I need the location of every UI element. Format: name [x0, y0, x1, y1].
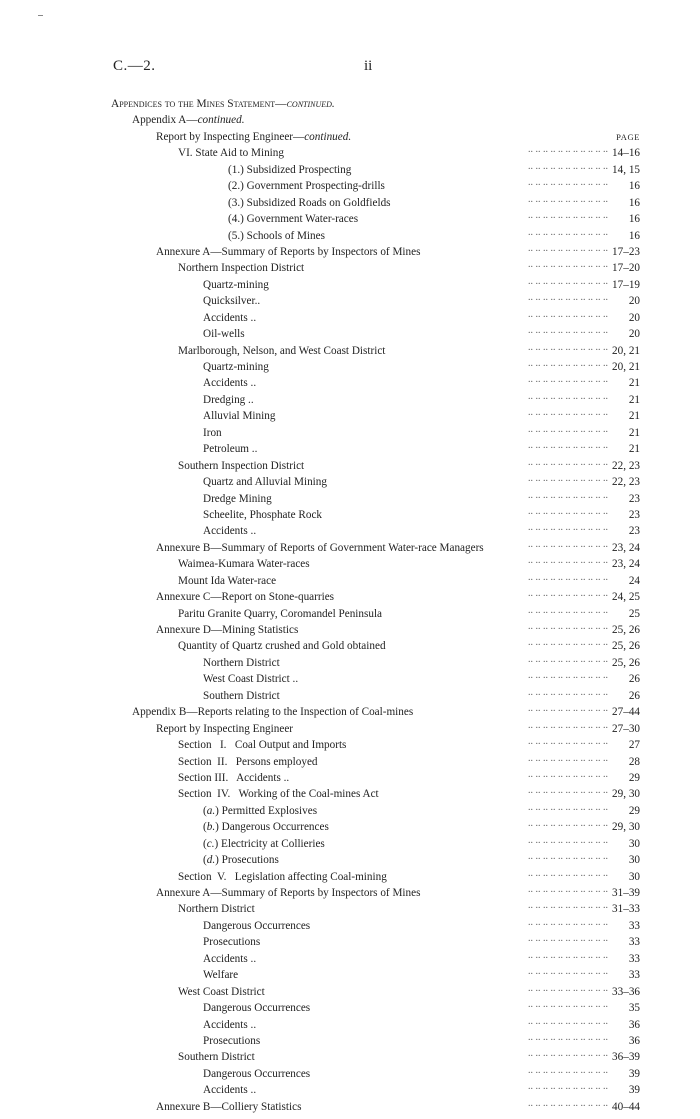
toc-entry-label: [178, 984, 269, 1000]
toc-entry-text: Annexure A—Summary of Reports by Inspectors of Mines: [156, 887, 421, 899]
dot-leader: .. .. .. .. .. .. .. .. .. .. ..: [528, 785, 608, 797]
toc-entry-page: 21: [626, 408, 640, 424]
toc-entry-italic: continued.: [304, 130, 352, 143]
toc-entry-text: ) Dangerous Occurrences: [215, 821, 329, 834]
toc-entry-text: ) Prosecutions: [215, 854, 279, 867]
toc-entry-page: 25, 26: [609, 638, 640, 654]
toc-entry: [0, 1099, 700, 1115]
toc-entry-page: 33: [626, 934, 640, 950]
toc-entry-page: 22, 23: [609, 474, 640, 490]
toc-entry-label: [228, 162, 355, 178]
dot-leader: .. .. .. .. .. .. .. .. .. .. ..: [528, 621, 608, 632]
toc-entry-page: 23, 24: [609, 540, 640, 556]
toc-entry-label: [203, 836, 329, 852]
toc-entry-page: 24, 25: [609, 589, 640, 605]
toc-entry-text: Iron: [203, 426, 222, 439]
toc-entry-page: 16: [626, 228, 640, 244]
toc-entry-page: 30: [626, 852, 640, 868]
dot-leader: .. .. .. .. .. .. .. .. .. .. ..: [528, 916, 608, 928]
toc-entry-label: [178, 1049, 259, 1065]
toc-entry-page: 29, 30: [609, 786, 640, 802]
dot-leader: .. .. .. .. .. .. .. .. .. .. ..: [528, 522, 608, 534]
dot-leader: .. .. .. .. .. .. .. .. .. .. ..: [528, 144, 608, 156]
dot-leader: .. .. .. .. .. .. .. .. .. .. ..: [528, 308, 608, 320]
toc-entry-label: [228, 211, 362, 227]
toc-entry-label: [132, 112, 249, 128]
toc-entry: [0, 112, 700, 128]
document-code: C.—2.: [113, 58, 156, 74]
toc-entry-text: Dangerous Occurrences: [203, 1002, 311, 1015]
toc-entry-text: Section I. Coal Output and Imports: [178, 739, 347, 752]
toc-entry-page: 23: [626, 491, 640, 507]
toc-entry-label: [203, 441, 261, 457]
toc-entry-text: Paritu Granite Quarry, Coromandel Peninsula: [178, 607, 383, 620]
toc-entry-page: 14, 15: [609, 162, 640, 178]
toc-entry-page: 20: [626, 310, 640, 326]
dot-leader: .. .. .. .. .. .. .. .. .. .. ..: [528, 653, 608, 665]
toc-entry-text: Prosecutions: [203, 1034, 261, 1047]
toc-entry-page: 33: [626, 967, 640, 983]
toc-entry-label: [178, 770, 293, 786]
dot-leader: .. .. .. .. .. .. .. .. .. .. ..: [528, 341, 608, 353]
dot-leader: .. .. .. .. .. .. .. .. .. .. ..: [528, 160, 608, 172]
toc-entry-page: 27–30: [609, 721, 640, 737]
dot-leader: .. .. .. .. .. .. .. .. .. .. ..: [528, 538, 608, 550]
toc-entry-label: [203, 1017, 260, 1033]
toc-entry-label: [132, 704, 417, 720]
toc-entry-text: Accidents ..: [203, 952, 257, 965]
toc-entry-text: Quantity of Quartz crushed and Gold obtained: [178, 640, 386, 653]
toc-entry-label: [156, 721, 297, 737]
toc-entry-page: 14–16: [609, 145, 640, 161]
toc-entry-page: 20, 21: [609, 343, 640, 359]
toc-entry-text: Mount Ida Water-race: [178, 574, 277, 587]
toc-entry-page: 21: [626, 425, 640, 441]
toc-entry-italic: d.: [206, 854, 216, 867]
toc-entry-text: Accidents ..: [203, 311, 257, 324]
toc-entry-label: [203, 425, 226, 441]
toc-entry-text: (4.) Government Water-races: [228, 213, 359, 226]
dot-leader: .. .. .. .. .. .. .. .. .. .. ..: [528, 177, 608, 189]
toc-entry-page: 23: [626, 523, 640, 539]
toc-entry-label: [203, 277, 273, 293]
toc-entry-label: [203, 523, 260, 539]
toc-entry-page: 33–36: [609, 984, 640, 1000]
dot-leader: .. .. .. .. .. .. .. .. .. .. ..: [528, 407, 608, 419]
dot-leader: .. .. .. .. .. .. .. .. .. .. ..: [528, 440, 608, 452]
toc-entry-page: 25: [626, 606, 640, 622]
dot-leader: .. .. .. .. .. .. .. .. .. .. ..: [528, 1081, 608, 1093]
toc-entry-label: [228, 228, 329, 244]
toc-entry-label: [178, 145, 288, 161]
toc-entry-label: [203, 359, 273, 375]
toc-entry-page: 27: [626, 737, 640, 753]
toc-entry-text: Annexure A—Summary of Reports by Inspectors of Mines: [156, 245, 421, 258]
toc-entry-text: Accidents ..: [203, 377, 257, 390]
toc-entry-label: [203, 967, 242, 983]
toc-entry-page: 33: [626, 951, 640, 967]
page-header: [0, 58, 700, 80]
dot-leader: .. .. .. .. .. .. .. .. .. .. ..: [528, 374, 608, 386]
toc-entry-page: 30: [626, 869, 640, 885]
toc-entry-label: [178, 343, 389, 359]
toc-entry-text: (3.) Subsidized Roads on Goldfields: [228, 196, 391, 209]
toc-entry-text: VI. State Aid to Mining: [178, 147, 284, 160]
toc-entry-italic: a.: [206, 804, 216, 817]
toc-entry-text: Annexure B—Summary of Reports of Government Water-race Managers: [156, 541, 484, 554]
dot-leader: .. .. .. .. .. .. .. .. .. .. ..: [528, 752, 608, 764]
toc-entry-text: Northern District: [203, 656, 280, 669]
dot-leader: .. .. .. .. .. .. .. .. .. .. ..: [528, 275, 608, 287]
toc-entry-text: Section II. Persons employed: [178, 755, 318, 768]
toc-entry-label: [203, 1066, 314, 1082]
toc-entry-label: [156, 129, 355, 145]
toc-entry-label: [203, 803, 321, 819]
toc-entry-text: Report by Inspecting Engineer—: [156, 130, 305, 143]
toc-entry-text: ) Electricity at Collieries: [214, 837, 325, 850]
toc-entry-page: 17–19: [609, 277, 640, 293]
toc-entry-text: Dredging ..: [203, 393, 254, 406]
toc-entry-label: [203, 310, 260, 326]
toc-entry-text: Accidents ..: [203, 1018, 257, 1031]
toc-entry-italic: continued.: [197, 114, 245, 127]
toc-entry-page: 40–44: [609, 1099, 640, 1115]
dot-leader: .. .. .. .. .. .. .. .. .. .. ..: [528, 423, 608, 435]
toc-entry-text: Dredge Mining: [203, 492, 272, 505]
toc-entry-page: 22, 23: [609, 458, 640, 474]
toc-entry-label: [203, 293, 264, 309]
toc-entry-text: Southern District: [178, 1051, 255, 1064]
toc-entry-page: 16: [626, 195, 640, 211]
dot-leader: .. .. .. .. .. .. .. .. .. .. ..: [528, 637, 608, 649]
toc-entry-text: Accidents ..: [203, 1084, 257, 1097]
dot-leader: .. .. .. .. .. .. .. .. .. .. ..: [528, 473, 608, 485]
dot-leader: .. .. .. .. .. .. .. .. .. .. ..: [528, 292, 608, 304]
toc-entry-text: Dangerous Occurrences: [203, 919, 311, 932]
dot-leader: .. .. .. .. .. .. .. .. .. .. ..: [528, 604, 608, 616]
dot-leader: .. .. .. .. .. .. .. .. .. .. ..: [528, 768, 608, 780]
dot-leader: .. .. .. .. .. .. .. .. .. .. ..: [528, 966, 608, 978]
toc-entry-text: (: [203, 821, 207, 834]
toc-entry-page: 26: [626, 688, 640, 704]
dot-leader: .. .. .. .. .. .. .. .. .. .. ..: [528, 1097, 608, 1109]
toc-entry-text: Annexure B—Colliery Statistics: [156, 1100, 302, 1113]
dot-leader: .. .. .. .. .. .. .. .. .. .. ..: [528, 884, 608, 895]
dot-leader: .. .. .. .. .. .. .. .. .. .. ..: [528, 818, 608, 830]
toc-entry-text: Alluvial Mining: [203, 410, 276, 423]
toc-entry-label: [178, 901, 259, 917]
toc-entry-page: 23, 24: [609, 556, 640, 572]
toc-entry-page: 21: [626, 375, 640, 391]
toc-entry-label: [178, 606, 386, 622]
toc-entry-label: [178, 573, 280, 589]
toc-entry-text: Section V. Legislation affecting Coal-mining: [178, 870, 387, 883]
toc-entry-text: Quartz-mining: [203, 361, 269, 373]
toc-entry-label: [178, 754, 322, 770]
toc-entry-text: Quicksilver..: [203, 295, 261, 308]
toc-entry-text: Report by Inspecting Engineer: [156, 722, 294, 735]
toc-entry-label: [203, 918, 314, 934]
toc-entry-page: 16: [626, 211, 640, 227]
dot-leader: .. .. .. .. .. .. .. .. .. .. ..: [528, 736, 608, 748]
toc-title-text: Appendices to the Mines Statement—: [111, 98, 287, 110]
toc-entry-text: Appendix B—Reports relating to the Inspection of Coal-mines: [132, 706, 414, 719]
dot-leader: .. .. .. .. .. .. .. .. .. .. ..: [528, 703, 608, 715]
toc-entry-label: [203, 852, 283, 868]
toc-entry-page: 17–23: [609, 244, 640, 260]
toc-entry-label: [228, 178, 389, 194]
toc-entry-page: 17–20: [609, 260, 640, 276]
dot-leader: .. .. .. .. .. .. .. .. .. .. ..: [528, 1031, 608, 1043]
toc-entry-page: 36: [626, 1033, 640, 1049]
toc-entry-label: [178, 458, 308, 474]
dot-leader: .. .. .. .. .. .. .. .. .. .. ..: [528, 588, 608, 600]
toc-entry-page: 36–39: [609, 1049, 640, 1065]
toc-entry-text: Northern District: [178, 903, 255, 916]
toc-entry-text: Appendix A—: [132, 114, 198, 127]
toc-entry-text: Waimea-Kumara Water-races: [178, 558, 310, 571]
toc-entry-text: Scheelite, Phosphate Rock: [203, 508, 322, 521]
toc-entry-text: Southern District: [203, 689, 280, 702]
toc-entry-text: Petroleum ..: [203, 443, 258, 456]
toc-entry-label: [156, 244, 424, 260]
page-number: ii: [364, 58, 373, 74]
toc-entry-label: [203, 326, 249, 342]
dot-leader: .. .. .. .. .. .. .. .. .. .. ..: [528, 259, 608, 271]
toc-entry-text: Southern Inspection District: [178, 459, 305, 472]
toc-entry-label: [203, 408, 279, 424]
dot-leader: .. .. .. .. .. .. .. .. .. .. ..: [528, 867, 608, 879]
toc-entry-text: Quartz-mining: [203, 278, 269, 291]
toc-entry-page: 29: [626, 803, 640, 819]
toc-entry-page: 27–44: [609, 704, 640, 720]
toc-entry-text: (5.) Schools of Mines: [228, 229, 325, 242]
dot-leader: .. .. .. .. .. .. .. .. .. .. ..: [528, 982, 608, 994]
dot-leader: .. .. .. .. .. .. .. .. .. .. ..: [528, 670, 608, 682]
dot-leader: .. .. .. .. .. .. .. .. .. .. ..: [528, 851, 608, 863]
toc-entry-page: 30: [626, 836, 640, 852]
toc-entry-label: [203, 392, 258, 408]
toc-entry-page: 39: [626, 1066, 640, 1082]
dot-leader: .. .. .. .. .. .. .. .. .. .. ..: [528, 489, 608, 501]
toc-entry-label: [178, 737, 350, 753]
toc-entry-italic: c.: [206, 837, 215, 850]
dot-leader: .. .. .. .. .. .. .. .. .. .. ..: [528, 193, 608, 205]
toc-entry-label: [203, 375, 260, 391]
dot-leader: .. .. .. .. .. .. .. .. .. .. ..: [528, 686, 608, 698]
dot-leader: .. .. .. .. .. .. .. .. .. .. ..: [528, 1064, 608, 1076]
toc-entry-text: Northern Inspection District: [178, 262, 305, 275]
table-of-contents: [0, 96, 700, 1115]
toc-entry-label: [203, 1082, 260, 1098]
toc-entry-label: [156, 1099, 305, 1115]
toc-entry-text: (2.) Government Prospecting-drills: [228, 180, 385, 193]
toc-entry-page: 25, 26: [609, 655, 640, 671]
toc-entry-page: 20, 21: [609, 359, 640, 375]
toc-entry-page: 16: [626, 178, 640, 194]
toc-entry-text: Prosecutions: [203, 936, 261, 949]
toc-entry-label: [178, 638, 390, 654]
toc-entry-label: [203, 507, 326, 523]
toc-entry-text: ) Permitted Explosives: [215, 804, 318, 817]
toc-entry-text: Section IV. Working of the Coal-mines Act: [178, 788, 379, 801]
toc-entry-label: [203, 819, 333, 835]
toc-entry-label: [228, 195, 395, 211]
toc-entry-label: [203, 951, 260, 967]
toc-entry-label: [203, 1033, 264, 1049]
toc-entry-page: 28: [626, 754, 640, 770]
dot-leader: .. .. .. .. .. .. .. .. .. .. ..: [528, 390, 608, 402]
toc-entry-text: West Coast District: [178, 985, 265, 998]
toc-entry-text: Oil-wells: [203, 328, 245, 341]
toc-entry-text: Marlborough, Nelson, and West Coast District: [178, 344, 386, 357]
dot-leader: .. .. .. .. .. .. .. .. .. .. ..: [528, 210, 608, 222]
toc-entry-label: [156, 540, 488, 556]
toc-entry-text: (: [203, 837, 207, 850]
toc-entry-text: Welfare: [203, 969, 239, 982]
dot-leader: .. .. .. .. .. .. .. .. .. .. ..: [528, 242, 608, 254]
toc-entry-label: [203, 671, 302, 687]
toc-entry-text: (: [203, 804, 207, 817]
dot-leader: .. .. .. .. .. .. .. .. .. .. ..: [528, 226, 608, 238]
toc-entry-page: 31–39: [609, 885, 640, 901]
toc-entry-label: [178, 556, 314, 572]
dot-leader: .. .. .. .. .. .. .. .. .. .. ..: [528, 933, 608, 945]
dot-leader: .. .. .. .. .. .. .. .. .. .. ..: [528, 1015, 608, 1027]
toc-entry-label: [203, 474, 331, 490]
dot-leader: .. .. .. .. .. .. .. .. .. .. ..: [528, 801, 608, 813]
toc-entry-label: [178, 869, 391, 885]
toc-entry-label: [203, 688, 284, 704]
toc-entry-label: [178, 260, 308, 276]
toc-entry-page: 24: [626, 573, 640, 589]
toc-entry-page: 29, 30: [609, 819, 640, 835]
toc-entry-page: 39: [626, 1082, 640, 1098]
toc-entry-text: (: [203, 854, 207, 867]
dot-leader: .. .. .. .. .. .. .. .. .. .. ..: [528, 999, 608, 1011]
dot-leader: .. .. .. .. .. .. .. .. .. .. ..: [528, 505, 608, 517]
toc-title-continued: continued.: [286, 98, 335, 110]
toc-entry-page: 20: [626, 293, 640, 309]
toc-entry-page: 29: [626, 770, 640, 786]
toc-title: [0, 96, 700, 112]
dot-leader: .. .. .. .. .. .. .. .. .. .. ..: [528, 949, 608, 961]
dot-leader: .. .. .. .. .. .. .. .. .. .. ..: [528, 719, 608, 731]
dot-leader: .. .. .. .. .. .. .. .. .. .. ..: [528, 834, 608, 846]
toc-entry-text: West Coast District ..: [203, 673, 299, 686]
toc-entry-label: [203, 655, 284, 671]
toc-entry-label: [203, 934, 264, 950]
toc-entry-text: Dangerous Occurrences: [203, 1067, 311, 1080]
toc-entry-page: 25, 26: [609, 622, 640, 638]
toc-entry-label: [156, 622, 302, 638]
toc-entry-label: [156, 589, 338, 605]
toc-entry-page: 36: [626, 1017, 640, 1033]
dot-leader: .. .. .. .. .. .. .. .. .. .. ..: [528, 456, 608, 468]
toc-entry-text: Accidents ..: [203, 525, 257, 538]
toc-entry-page: 26: [626, 671, 640, 687]
toc-entry-page: 21: [626, 392, 640, 408]
toc-entry-italic: b.: [206, 821, 216, 834]
dot-leader: .. .. .. .. .. .. .. .. .. .. ..: [528, 325, 608, 337]
toc-entry-text: Annexure C—Report on Stone-quarries: [156, 591, 335, 604]
dot-leader: .. .. .. .. .. .. .. .. .. .. ..: [528, 555, 608, 567]
dot-leader: .. .. .. .. .. .. .. .. .. .. ..: [528, 900, 608, 912]
page-column-heading: PAGE: [616, 131, 640, 142]
dot-leader: .. .. .. .. .. .. .. .. .. .. ..: [528, 1048, 608, 1060]
toc-entry-page: 31–33: [609, 901, 640, 917]
toc-entry-label: [203, 1000, 314, 1016]
toc-entry-page: 21: [626, 441, 640, 457]
toc-entry-page: 20: [626, 326, 640, 342]
dot-leader: .. .. .. .. .. .. .. .. .. .. ..: [528, 358, 608, 369]
dot-leader: .. .. .. .. .. .. .. .. .. .. ..: [528, 571, 608, 583]
toc-entry-label: [156, 885, 424, 901]
toc-entry-page: 33: [626, 918, 640, 934]
toc-entry-label: [203, 491, 276, 507]
toc-entry-page: 35: [626, 1000, 640, 1016]
scan-mark: [38, 15, 43, 16]
toc-entry-text: Quartz and Alluvial Mining: [203, 476, 327, 489]
toc-entry-text: Annexure D—Mining Statistics: [156, 624, 299, 636]
toc-entry-label: [178, 786, 383, 802]
toc-entry-text: Section III. Accidents ..: [178, 771, 290, 784]
toc-entry-page: 23: [626, 507, 640, 523]
toc-entry-text: (1.) Subsidized Prospecting: [228, 163, 352, 176]
